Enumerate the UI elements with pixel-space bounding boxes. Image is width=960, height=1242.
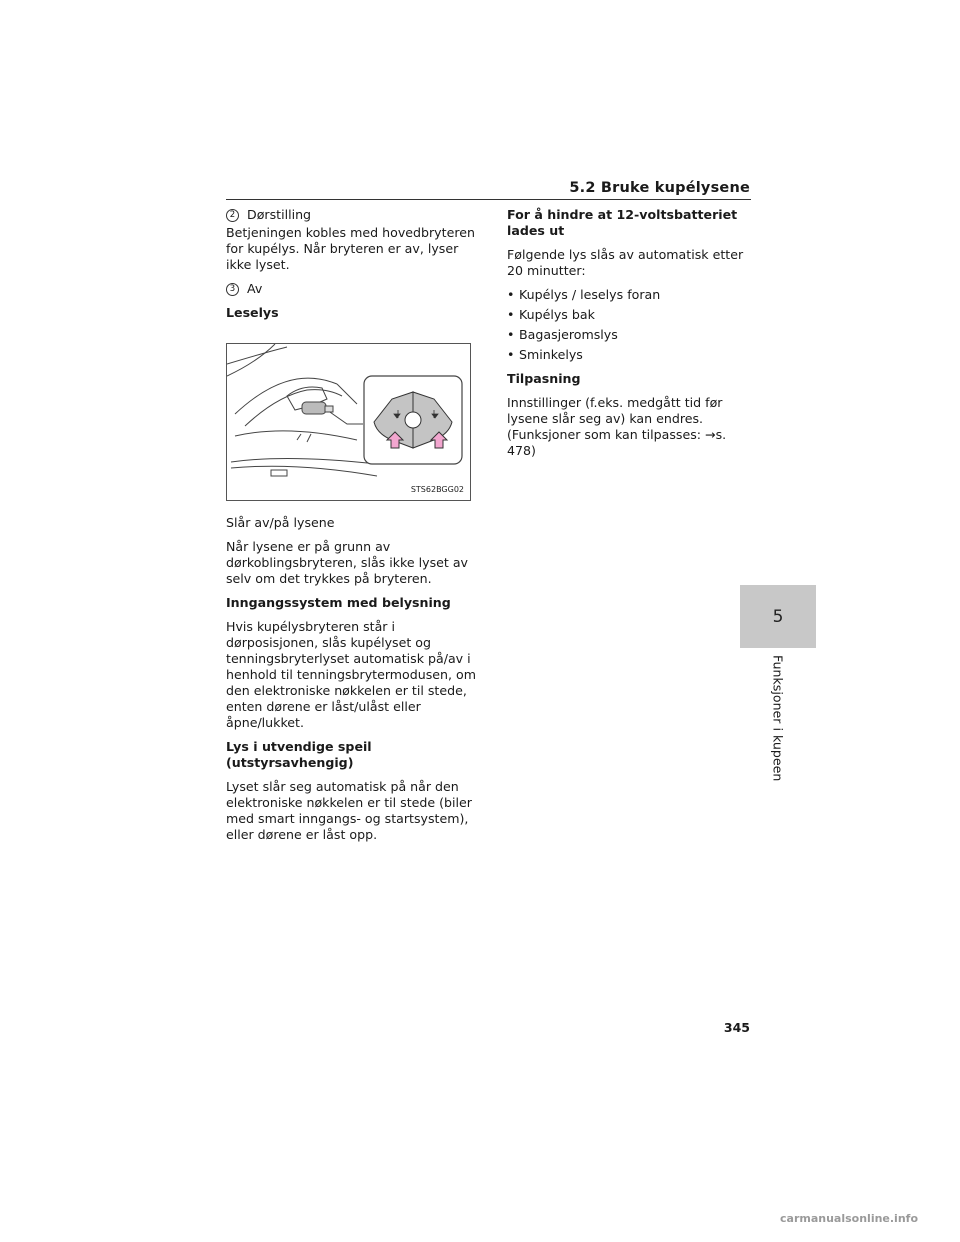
item-off bbox=[226, 281, 476, 297]
number-badge-2: 2 bbox=[226, 209, 239, 222]
mirror-light-heading: Lys i utvendige speil (utstyrsavhengig) bbox=[226, 739, 372, 770]
auto-off-lights-list bbox=[507, 287, 752, 363]
item-off-label: Av bbox=[247, 281, 263, 296]
battery-text: Følgende lys slås av automatisk etter 20 minutter: bbox=[507, 247, 744, 278]
header-rule bbox=[226, 199, 751, 200]
item-door-position bbox=[226, 207, 476, 223]
list-item: • Kupélys bak bbox=[507, 307, 752, 323]
customization-text: Innstillinger (f.eks. medgått tid før lysene slår seg av) kan endres. (Funksjoner som kan tilpasses: →s. 478) bbox=[507, 395, 727, 458]
page-number: 345 bbox=[723, 1020, 750, 1035]
right-column bbox=[507, 207, 752, 467]
reading-light-figure bbox=[226, 343, 471, 501]
figure-code: STS62BGG02 bbox=[409, 482, 466, 498]
watermark: carmanualsonline.info bbox=[780, 1212, 918, 1225]
chapter-number: 5 bbox=[772, 606, 784, 627]
list-item: • Bagasjeromslys bbox=[507, 327, 752, 343]
reading-light-p1: Slår av/på lysene bbox=[226, 515, 335, 530]
chapter-label-text: Funksjoner i kupeen bbox=[770, 655, 786, 782]
item-door-position-label: Dørstilling bbox=[247, 207, 312, 222]
list-item: • Kupélys / leselys foran bbox=[507, 287, 752, 303]
chapter-tab bbox=[740, 585, 816, 648]
entry-system-text: Hvis kupélysbryteren står i dørposisjonen, slås kupélyset og tenningsbryterlyset automatisk på/av i henhold til tenningsbrytermodusen, om den elektroniske nøkkelen er til stede, enten dørene er låst/ulåst eller åpne/lukket. bbox=[226, 619, 477, 730]
list-item: • Sminkelys bbox=[507, 347, 752, 363]
customization-heading: Tilpasning bbox=[507, 371, 581, 386]
reading-light-heading: Leselys bbox=[226, 305, 279, 320]
mirror-light-text: Lyset slår seg automatisk på når den elektroniske nøkkelen er til stede (biler med smart inngangs- og startsystem), eller dørene er låst opp. bbox=[226, 779, 472, 842]
chapter-label bbox=[748, 655, 808, 785]
left-column bbox=[226, 207, 476, 851]
reading-light-p2: Når lysene er på grunn av dørkoblingsbryteren, slås ikke lyset av selv om det trykkes på bryteren. bbox=[226, 539, 469, 586]
number-badge-3: 3 bbox=[226, 283, 239, 296]
battery-heading: For å hindre at 12-voltsbatteriet lades ut bbox=[507, 207, 738, 238]
reading-light-illustration bbox=[227, 344, 470, 500]
item-door-position-desc: Betjeningen kobles med hovedbryteren for kupélys. Når bryteren er av, lyser ikke lyset. bbox=[226, 225, 475, 272]
section-header-title: 5.2 Bruke kupélysene bbox=[569, 180, 750, 196]
entry-system-heading: Inngangssystem med belysning bbox=[226, 595, 451, 610]
